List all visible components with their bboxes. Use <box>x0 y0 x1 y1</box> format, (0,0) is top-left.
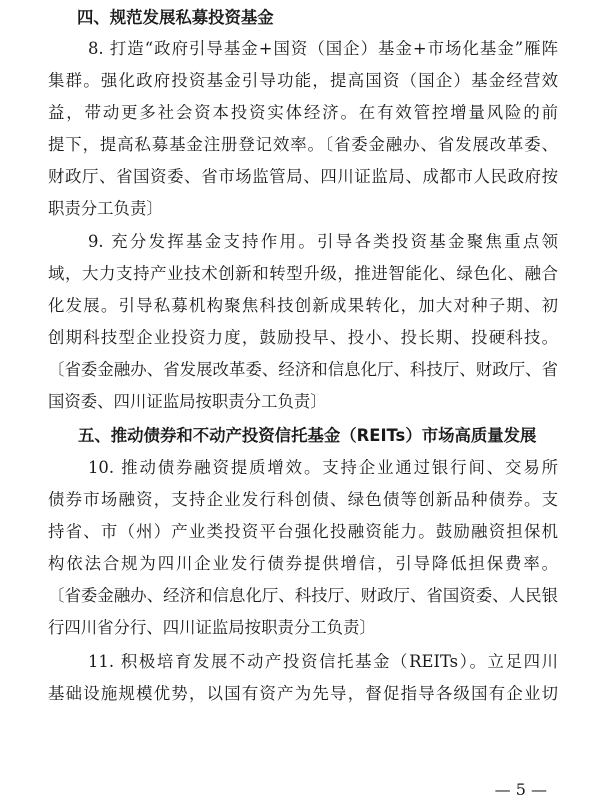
paragraph-line <box>0 161 603 193</box>
paragraph-line <box>0 65 603 97</box>
item8-line-2: 集群。强化政府投资基金引导功能，提高国资（国企）基金经营效 <box>48 71 558 90</box>
item9-line-1: 9. 充分发挥基金支持作用。引导各类投资基金聚焦重点领 <box>88 232 558 251</box>
item10-line-2: 债券市场融资，支持企业发行科创债、绿色债等创新品种债券。支 <box>48 490 558 509</box>
paragraph-line <box>0 226 603 258</box>
paragraph-line <box>0 97 603 129</box>
paragraph-line <box>0 612 603 644</box>
item8-line-4: 提下，提高私募基金注册登记效率。〔省委金融办、省发展改革委、 <box>48 135 558 154</box>
item8-line-1: 8. 打造“政府引导基金+国资（国企）基金+市场化基金”雁阵 <box>88 39 558 58</box>
paragraph-line <box>0 258 603 290</box>
paragraph-line <box>0 646 603 678</box>
section-heading-text: 四、规范发展私募投资基金 <box>77 8 274 27</box>
item11-line-1: 11. 积极培育发展不动产投资信托基金（REITs）。立足四川 <box>88 652 558 671</box>
item9-line-2: 域，大力支持产业技术创新和转型升级，推进智能化、绿色化、融合 <box>48 264 558 283</box>
section-heading <box>0 420 603 452</box>
paragraph-line <box>0 548 603 580</box>
paragraph-line <box>0 386 603 418</box>
page-number: — 5 — <box>494 780 547 799</box>
item11-line-2: 基础设施规模优势，以国有资产为先导，督促指导各级国有企业切 <box>48 684 558 703</box>
paragraph-line <box>0 290 603 322</box>
section-heading <box>0 2 603 34</box>
paragraph-line <box>0 516 603 548</box>
item9-line-3: 化发展。引导私募机构聚焦科技创新成果转化，加大对种子期、初 <box>48 296 558 315</box>
item10-line-6: 行四川省分行、四川证监局按职责分工负责〕 <box>48 618 376 637</box>
paragraph-line <box>0 322 603 354</box>
paragraph-line <box>0 484 603 516</box>
item9-line-4: 创期科技型企业投资力度，鼓励投早、投小、投长期、投硬科技。 <box>48 328 558 347</box>
paragraph-line <box>0 678 603 710</box>
paragraph-line <box>0 580 603 612</box>
item10-line-3: 持省、市（州）产业类投资平台强化投融资能力。鼓励融资担保机 <box>48 522 558 541</box>
item8-line-6: 职责分工负责〕 <box>48 199 163 218</box>
item8-line-5: 财政厅、省国资委、省市场监管局、四川证监局、成都市人民政府按 <box>48 167 558 186</box>
paragraph-line <box>0 33 603 65</box>
item10-line-4: 构依法合规为四川企业发行债券提供增信，引导降低担保费率。 <box>48 554 558 573</box>
item10-line-1: 10. 推动债券融资提质增效。支持企业通过银行间、交易所 <box>88 458 558 477</box>
item10-line-5: 〔省委金融办、经济和信息化厅、科技厅、财政厅、省国资委、人民银 <box>48 586 558 605</box>
paragraph-line <box>0 129 603 161</box>
section-heading-text: 五、推动债券和不动产投资信托基金（REITs）市场高质量发展 <box>78 426 537 445</box>
paragraph-line <box>0 354 603 386</box>
item9-line-5: 〔省委金融办、省发展改革委、经济和信息化厅、科技厅、财政厅、省 <box>48 360 558 379</box>
paragraph-line <box>0 452 603 484</box>
paragraph-line <box>0 193 603 225</box>
item8-line-3: 益，带动更多社会资本投资实体经济。在有效管控增量风险的前 <box>48 103 558 122</box>
item9-line-6: 国资委、四川证监局按职责分工负责〕 <box>48 392 327 411</box>
